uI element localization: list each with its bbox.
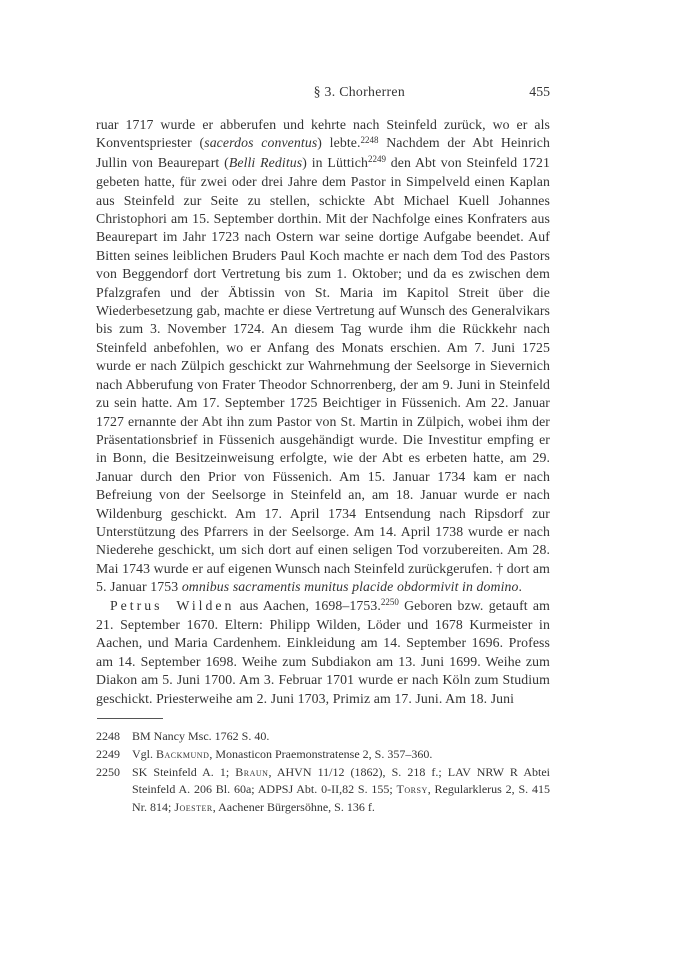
footnote-number: 2250 bbox=[96, 764, 120, 779]
footnote-reference: 2248 bbox=[360, 134, 379, 145]
body-paragraph-2 bbox=[96, 597, 550, 708]
footnote-separator-rule bbox=[97, 718, 163, 719]
text-segment: ) lebte. bbox=[317, 135, 361, 151]
text-segment: , AHVN 11/12 (1862), S. 218 f.; LAV NRW R Abtei Steinfeld A. 206 Bl. 60a; ADPSJ Abt. 0-II,82 S. 155; bbox=[132, 764, 550, 797]
text-segment: den Abt von Steinfeld 1721 gebeten hatte, für zwei oder drei Jahre dem Pastor in Simpelveld einen Kaplan aus Steinfeld zur Seite zu stellen, schickte Abt Michael Kuell Johannes Christophori am 15. September dorthin. Mit der Nachfolge eines Konfraters aus Beaurepart im Jahr 1723 nach Ostern war seine dortige Aufgabe beendet. Auf Bitten seines leiblichen Bruders Paul Koch machte er nach dem Tod des Pastors von Beggendorf dort Vertretung bis zum 1. Oktober; und da es zwischen dem Pfalzgrafen und der Äbtissin von St. Maria im Kapitol Streit über die Wiederbesetzung gab, machte er diese Vertretung auf Wunsch des Generalvikars bis zum 3. November 1724. An diesem Tag wurde ihm die Rückkehr nach Steinfeld anbefohlen, wo er Anfang des Monats erschien. Am 7. Juni 1725 wurde er nach Zülpich geschickt zur Wahrnehmung der Seelsorge in Sievernich nach Abberufung von Frater Theodor Schnorrenberg, der am 9. Juni in Steinfeld zu sein hatte. Am 17. September 1725 Beichtiger in Füssenich. Am 22. Januar 1727 ernannte der Abt ihn zum Pastor von St. Martin in Zülpich, wobei ihm der Präsentationsbrief in Füssenich ausgehändigt wurde. Die Investitur empfing er in Bonn, die Besitzeinweisung erfolgte, wie der Abt es erbeten hatte, am 29. Januar durch den Prior von Füssenich. Am 15. Januar 1734 kam er nach Befreiung von der Seelsorge in Steinfeld an, am 18. Januar wurde er nach Wildenburg geschickt. Am 17. April 1734 Entsendung nach Ripsdorf zur Unterstützung des Pfarrers in der Seelsorge. Am 14. April 1738 wurde er nach Niederehe geschickt, um sich dort auf einen seligen Tod vorzubereiten. Am 28. Mai 1743 wurde er auf eigenen Wunsch nach Steinfeld zurückgerufen. † dort am 5. Januar 1753 bbox=[96, 154, 551, 595]
footnote-text bbox=[132, 765, 550, 815]
text-segment: sacerdos conventus bbox=[204, 135, 318, 151]
footnote bbox=[96, 746, 550, 764]
text-segment: , Aachener Bürgersöhne, S. 136 f. bbox=[212, 800, 375, 815]
text-segment: Backmund bbox=[156, 746, 210, 761]
body-paragraph-1 bbox=[96, 116, 550, 597]
section-title: § 3. Chorherren bbox=[313, 84, 406, 99]
text-segment: omnibus sacramentis munitus placide obdormivit in domino bbox=[181, 579, 519, 595]
text-segment: Torsy bbox=[396, 782, 428, 797]
text-segment: Joester bbox=[174, 800, 213, 815]
running-header bbox=[96, 84, 550, 102]
text-segment: Braun bbox=[235, 764, 269, 779]
text-segment: Nachdem der Abt Heinrich Jullin von Beaurepart ( bbox=[96, 135, 550, 170]
footnote-number: 2249 bbox=[96, 746, 120, 761]
text-segment: , Regularklerus 2, S. 415 Nr. 814; bbox=[132, 782, 550, 815]
text-segment: SK Steinfeld A. 1; bbox=[132, 764, 236, 779]
page-content bbox=[96, 84, 550, 817]
text-segment: BM Nancy Msc. 1762 S. 40. bbox=[132, 729, 270, 743]
page-number: 455 bbox=[529, 84, 550, 99]
footnote bbox=[96, 728, 550, 746]
footnote-reference: 2249 bbox=[367, 154, 386, 165]
text-segment: aus Aachen, 1698–1753. bbox=[234, 597, 381, 613]
text-segment: Belli Reditus bbox=[228, 154, 303, 170]
footnote-reference: 2250 bbox=[380, 597, 399, 608]
text-segment: ) in Lüttich bbox=[302, 154, 368, 170]
text-segment: Geboren bzw. getauft am 21. September 1670. Eltern: Philipp Wilden, Löder und 1678 Kurmeister in Aachen, und Maria Cardenhem. Einkleidung am 14. September 1696. Profess am 14. September 1698. Weihe zum Subdiakon am 13. Juni 1699. Weihe zum Diakon am 5. Juni 1700. Am 3. Februar 1701 wurde er nach Köln zum Studium geschickt. Priesterweihe am 2. Juni 1703, Primiz am 17. Juni. Am 18. Juni bbox=[96, 597, 550, 706]
text-segment: Petrus Wilden bbox=[110, 597, 235, 613]
text-segment: ruar 1717 wurde er abberufen und kehrte nach Steinfeld zurück, wo er als Konventspriester ( bbox=[96, 117, 550, 151]
footnote-text bbox=[132, 747, 432, 761]
footnote-number: 2248 bbox=[96, 729, 120, 743]
footnotes-block bbox=[96, 728, 550, 817]
text-segment: . bbox=[518, 579, 523, 595]
footnote bbox=[96, 764, 550, 817]
footnote-text bbox=[132, 729, 269, 743]
text-segment: Vgl. bbox=[132, 746, 156, 761]
text-segment: , Monasticon Praemonstratense 2, S. 357–360. bbox=[209, 746, 433, 761]
